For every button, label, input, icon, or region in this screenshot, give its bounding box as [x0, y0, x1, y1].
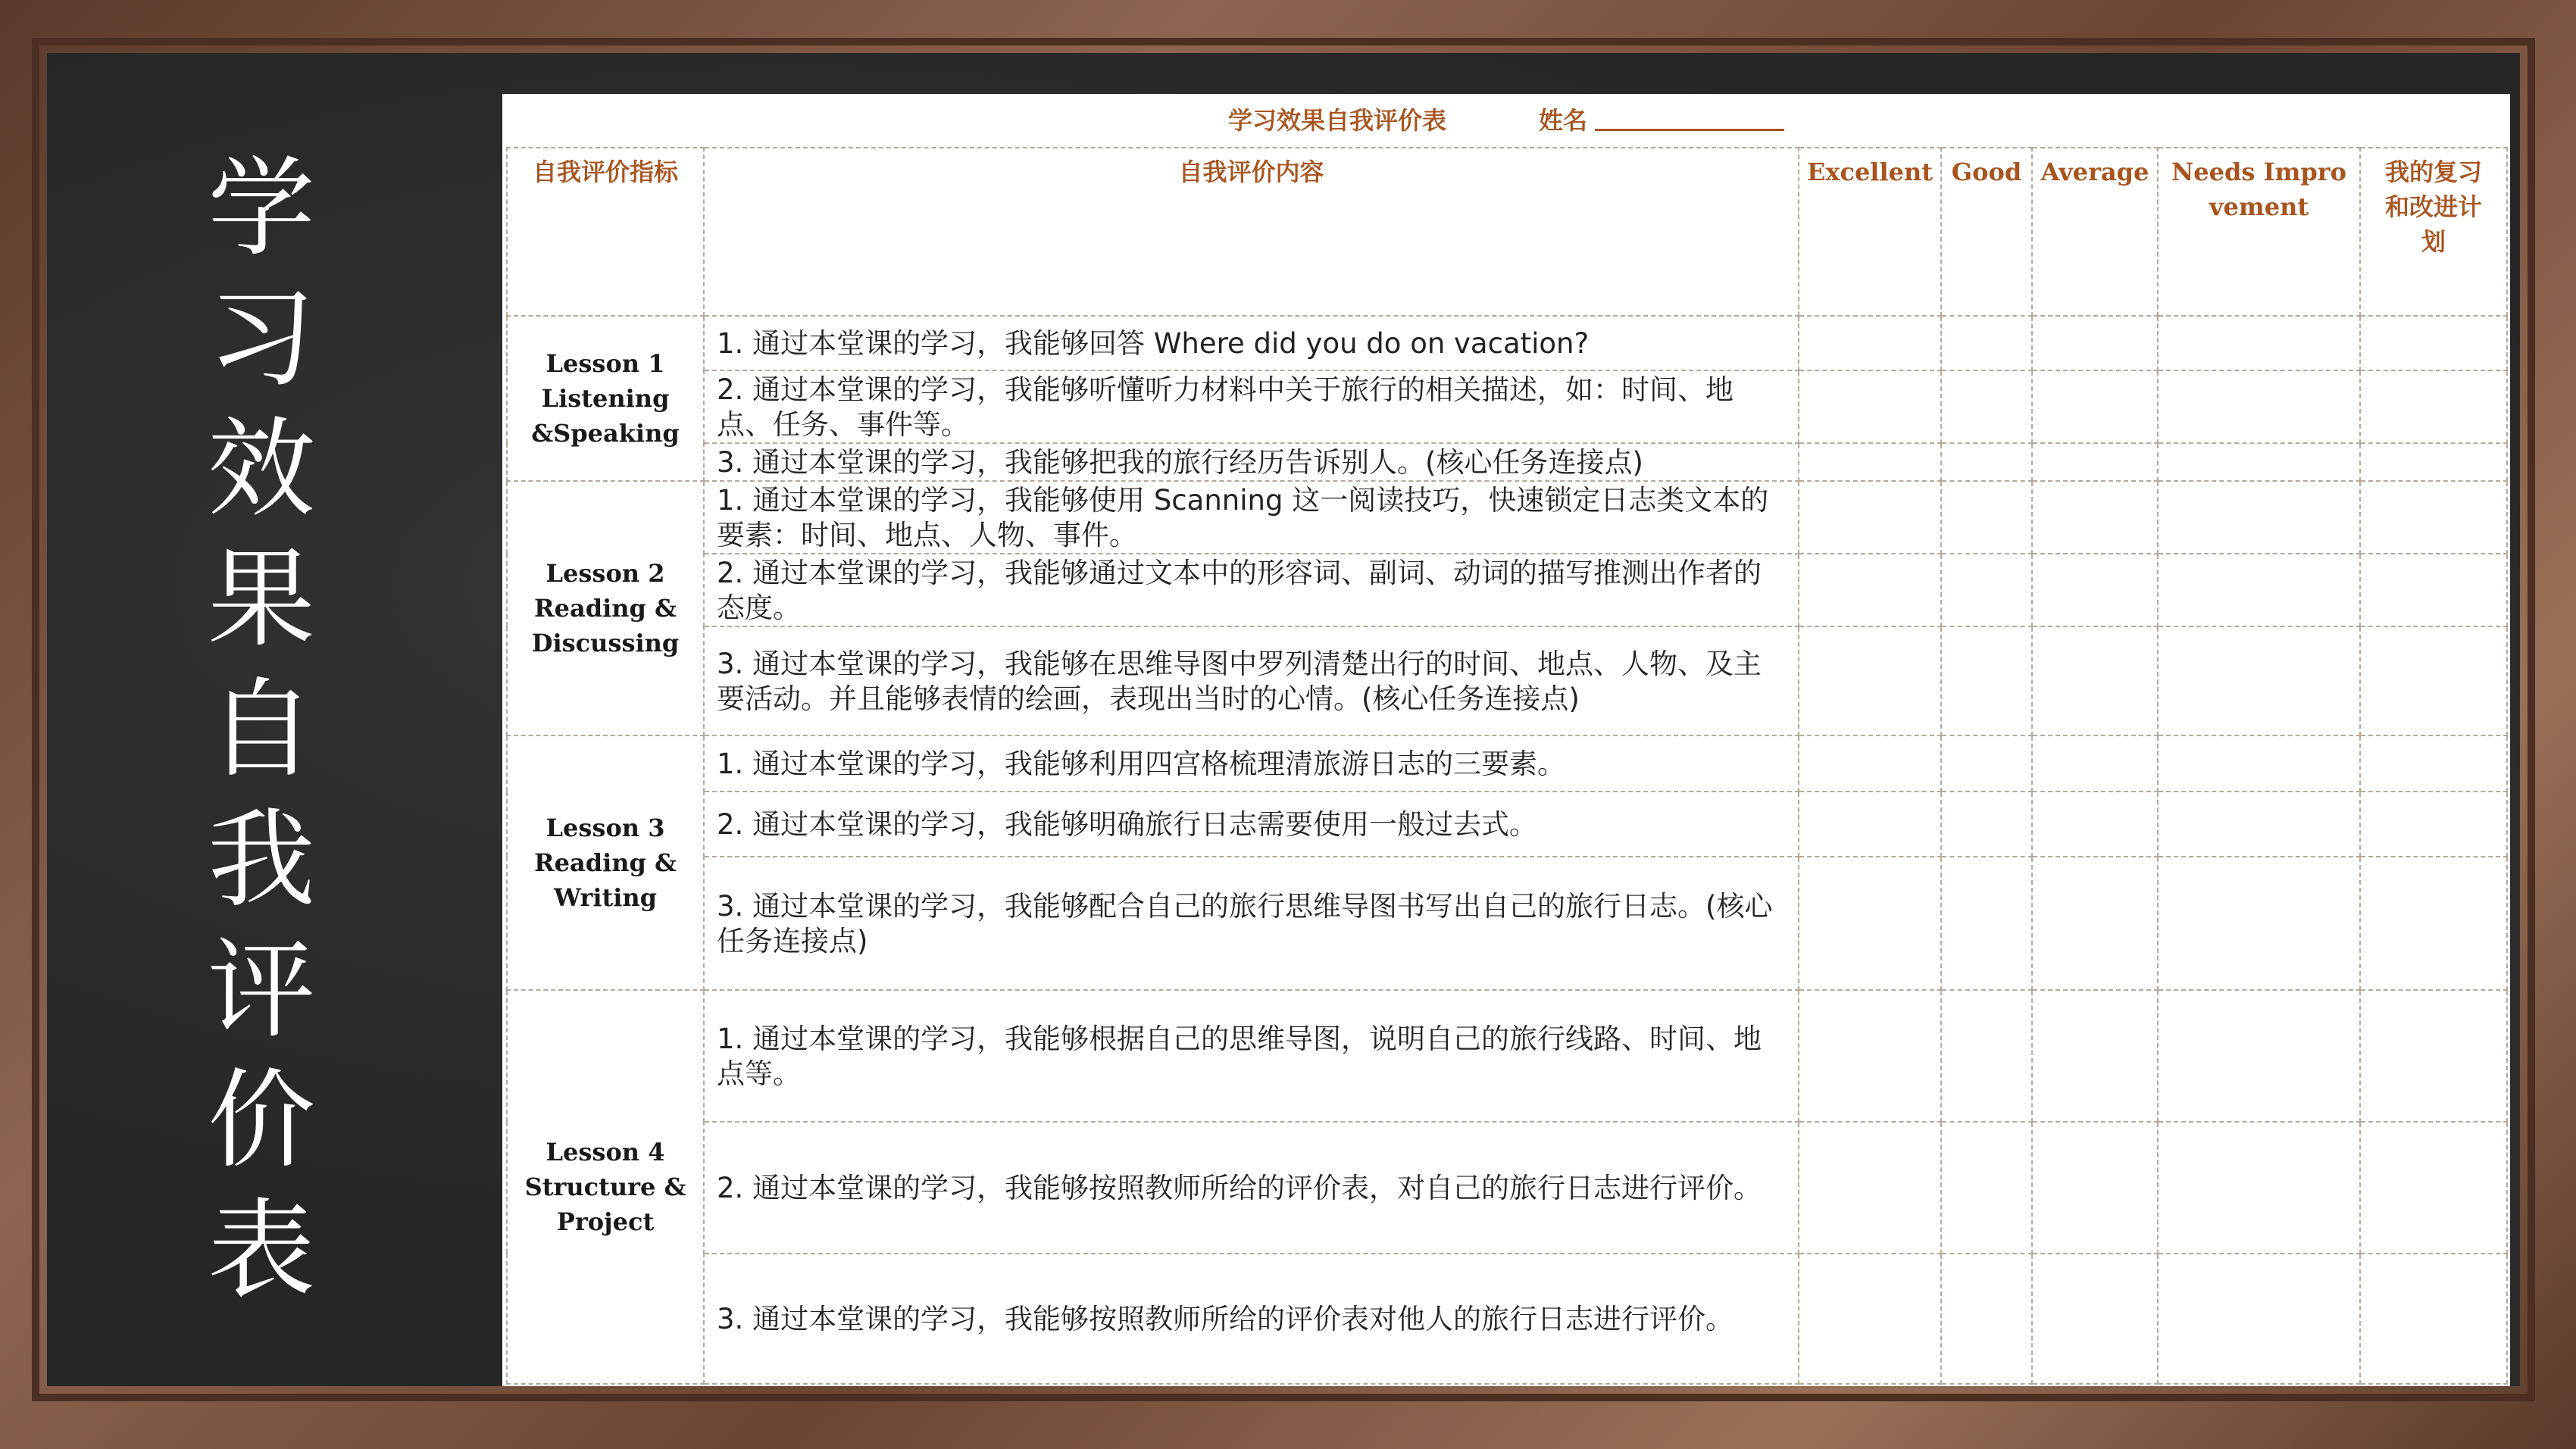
criterion-text: 1. 通过本堂课的学习，我能够利用四宫格梳理清旅游日志的三要素。 [704, 735, 1799, 792]
plan-cell[interactable] [2360, 735, 2507, 792]
table-row [507, 792, 2507, 857]
rating-cell-needs-improvement[interactable] [2158, 554, 2360, 626]
criterion-text: 3. 通过本堂课的学习，我能够在思维导图中罗列清楚出行的时间、地点、人物、及主要活动。并且能够表情的绘画，表现出当时的心情。(核心任务连接点) [704, 626, 1799, 735]
header-content: 自我评价内容 [704, 148, 1799, 316]
side-title-char: 表 [208, 1188, 315, 1313]
rating-cell-average[interactable] [2032, 443, 2158, 481]
criterion-text: 2. 通过本堂课的学习，我能够通过文本中的形容词、副词、动词的描写推测出作者的态度。 [704, 554, 1799, 626]
side-title-char: 自 [208, 667, 315, 792]
header-excellent: Excellent [1799, 148, 1941, 316]
rating-cell-average[interactable] [2032, 554, 2158, 626]
rating-cell-needs-improvement[interactable] [2158, 735, 2360, 792]
table-row [507, 626, 2507, 735]
rating-cell-needs-improvement[interactable] [2158, 443, 2360, 481]
plan-cell[interactable] [2360, 626, 2507, 735]
rating-cell-average[interactable] [2032, 626, 2158, 735]
lesson-name: Lesson 1 Listening &Speaking [507, 316, 704, 481]
criterion-text: 3. 通过本堂课的学习，我能够按照教师所给的评价表对他人的旅行日志进行评价。 [704, 1254, 1799, 1384]
plan-cell[interactable] [2360, 316, 2507, 370]
criterion-text: 2. 通过本堂课的学习，我能够按照教师所给的评价表，对自己的旅行日志进行评价。 [704, 1122, 1799, 1254]
side-title-char: 效 [208, 407, 315, 532]
rating-cell-excellent[interactable] [1799, 857, 1941, 990]
header-indicator: 自我评价指标 [507, 148, 704, 316]
rating-cell-excellent[interactable] [1799, 316, 1941, 370]
rating-cell-good[interactable] [1941, 316, 2032, 370]
side-title-char: 学 [208, 146, 315, 271]
name-blank-line[interactable] [1595, 129, 1784, 131]
table-row [507, 990, 2507, 1122]
header-average: Average [2032, 148, 2158, 316]
plan-cell[interactable] [2360, 443, 2507, 481]
rating-cell-good[interactable] [1941, 1122, 2032, 1254]
rating-cell-good[interactable] [1941, 554, 2032, 626]
plan-cell[interactable] [2360, 1122, 2507, 1254]
criterion-text: 3. 通过本堂课的学习，我能够配合自己的旅行思维导图书写出自己的旅行日志。(核心任务连接点) [704, 857, 1799, 990]
table-row [507, 1254, 2507, 1384]
side-title-char: 价 [208, 1058, 315, 1183]
header-plan: 我的复习和改进计划 [2360, 148, 2507, 316]
rating-cell-good[interactable] [1941, 857, 2032, 990]
rating-cell-needs-improvement[interactable] [2158, 626, 2360, 735]
table-row [507, 316, 2507, 370]
plan-cell[interactable] [2360, 481, 2507, 554]
criterion-text: 1. 通过本堂课的学习，我能够使用 Scanning 这一阅读技巧，快速锁定日志类文本的要素：时间、地点、人物、事件。 [704, 481, 1799, 554]
rating-cell-needs-improvement[interactable] [2158, 990, 2360, 1122]
side-title-char: 评 [208, 928, 315, 1053]
rating-cell-excellent[interactable] [1799, 990, 1941, 1122]
rating-cell-good[interactable] [1941, 626, 2032, 735]
rating-cell-needs-improvement[interactable] [2158, 1254, 2360, 1384]
rating-cell-good[interactable] [1941, 1254, 2032, 1384]
rating-cell-average[interactable] [2032, 1122, 2158, 1254]
table-row [507, 1122, 2507, 1254]
plan-cell[interactable] [2360, 370, 2507, 443]
rating-cell-average[interactable] [2032, 316, 2158, 370]
rating-cell-needs-improvement[interactable] [2158, 481, 2360, 554]
rating-cell-good[interactable] [1941, 735, 2032, 792]
rating-cell-excellent[interactable] [1799, 735, 1941, 792]
rating-cell-needs-improvement[interactable] [2158, 792, 2360, 857]
table-row [507, 481, 2507, 554]
evaluation-table [506, 147, 2508, 1385]
rating-cell-average[interactable] [2032, 792, 2158, 857]
rating-cell-good[interactable] [1941, 792, 2032, 857]
rating-cell-excellent[interactable] [1799, 370, 1941, 443]
rating-cell-good[interactable] [1941, 990, 2032, 1122]
criterion-text: 2. 通过本堂课的学习，我能够明确旅行日志需要使用一般过去式。 [704, 792, 1799, 857]
rating-cell-average[interactable] [2032, 481, 2158, 554]
evaluation-sheet [502, 94, 2510, 1386]
rating-cell-needs-improvement[interactable] [2158, 1122, 2360, 1254]
rating-cell-average[interactable] [2032, 857, 2158, 990]
rating-cell-excellent[interactable] [1799, 626, 1941, 735]
rating-cell-excellent[interactable] [1799, 481, 1941, 554]
rating-cell-average[interactable] [2032, 1254, 2158, 1384]
table-row [507, 443, 2507, 481]
table-row [507, 370, 2507, 443]
plan-cell[interactable] [2360, 1254, 2507, 1384]
criterion-text: 1. 通过本堂课的学习，我能够回答 Where did you do on vacation? [704, 316, 1799, 370]
rating-cell-average[interactable] [2032, 990, 2158, 1122]
rating-cell-average[interactable] [2032, 370, 2158, 443]
rating-cell-excellent[interactable] [1799, 792, 1941, 857]
rating-cell-average[interactable] [2032, 735, 2158, 792]
plan-cell[interactable] [2360, 857, 2507, 990]
criterion-text: 1. 通过本堂课的学习，我能够根据自己的思维导图，说明自己的旅行线路、时间、地点等。 [704, 990, 1799, 1122]
side-title-char: 果 [208, 537, 315, 662]
rating-cell-needs-improvement[interactable] [2158, 857, 2360, 990]
name-label: 姓名 [1539, 106, 1588, 135]
plan-cell[interactable] [2360, 990, 2507, 1122]
rating-cell-excellent[interactable] [1799, 1254, 1941, 1384]
rating-cell-excellent[interactable] [1799, 1122, 1941, 1254]
sheet-title-row [502, 94, 2510, 147]
table-row [507, 735, 2507, 792]
lesson-name: Lesson 2 Reading & Discussing [507, 481, 704, 735]
header-needs-improvement: Needs Improvement [2158, 148, 2360, 316]
rating-cell-needs-improvement[interactable] [2158, 370, 2360, 443]
rating-cell-good[interactable] [1941, 443, 2032, 481]
side-title [174, 144, 349, 1326]
rating-cell-good[interactable] [1941, 370, 2032, 443]
lesson-name: Lesson 3 Reading & Writing [507, 735, 704, 990]
lesson-name: Lesson 4 Structure & Project [507, 990, 704, 1384]
rating-cell-excellent[interactable] [1799, 443, 1941, 481]
rating-cell-needs-improvement[interactable] [2158, 316, 2360, 370]
table-row [507, 554, 2507, 626]
side-title-char: 习 [208, 276, 315, 401]
rating-cell-good[interactable] [1941, 481, 2032, 554]
header-good: Good [1941, 148, 2032, 316]
plan-cell[interactable] [2360, 792, 2507, 857]
criterion-text: 2. 通过本堂课的学习，我能够听懂听力材料中关于旅行的相关描述，如：时间、地点、任务、事件等。 [704, 370, 1799, 443]
criterion-text: 3. 通过本堂课的学习，我能够把我的旅行经历告诉别人。(核心任务连接点) [704, 443, 1799, 481]
plan-cell[interactable] [2360, 554, 2507, 626]
header-row [507, 148, 2507, 316]
table-row [507, 857, 2507, 990]
side-title-char: 我 [208, 798, 315, 923]
sheet-title: 学习效果自我评价表 [1228, 106, 1447, 135]
rating-cell-excellent[interactable] [1799, 554, 1941, 626]
